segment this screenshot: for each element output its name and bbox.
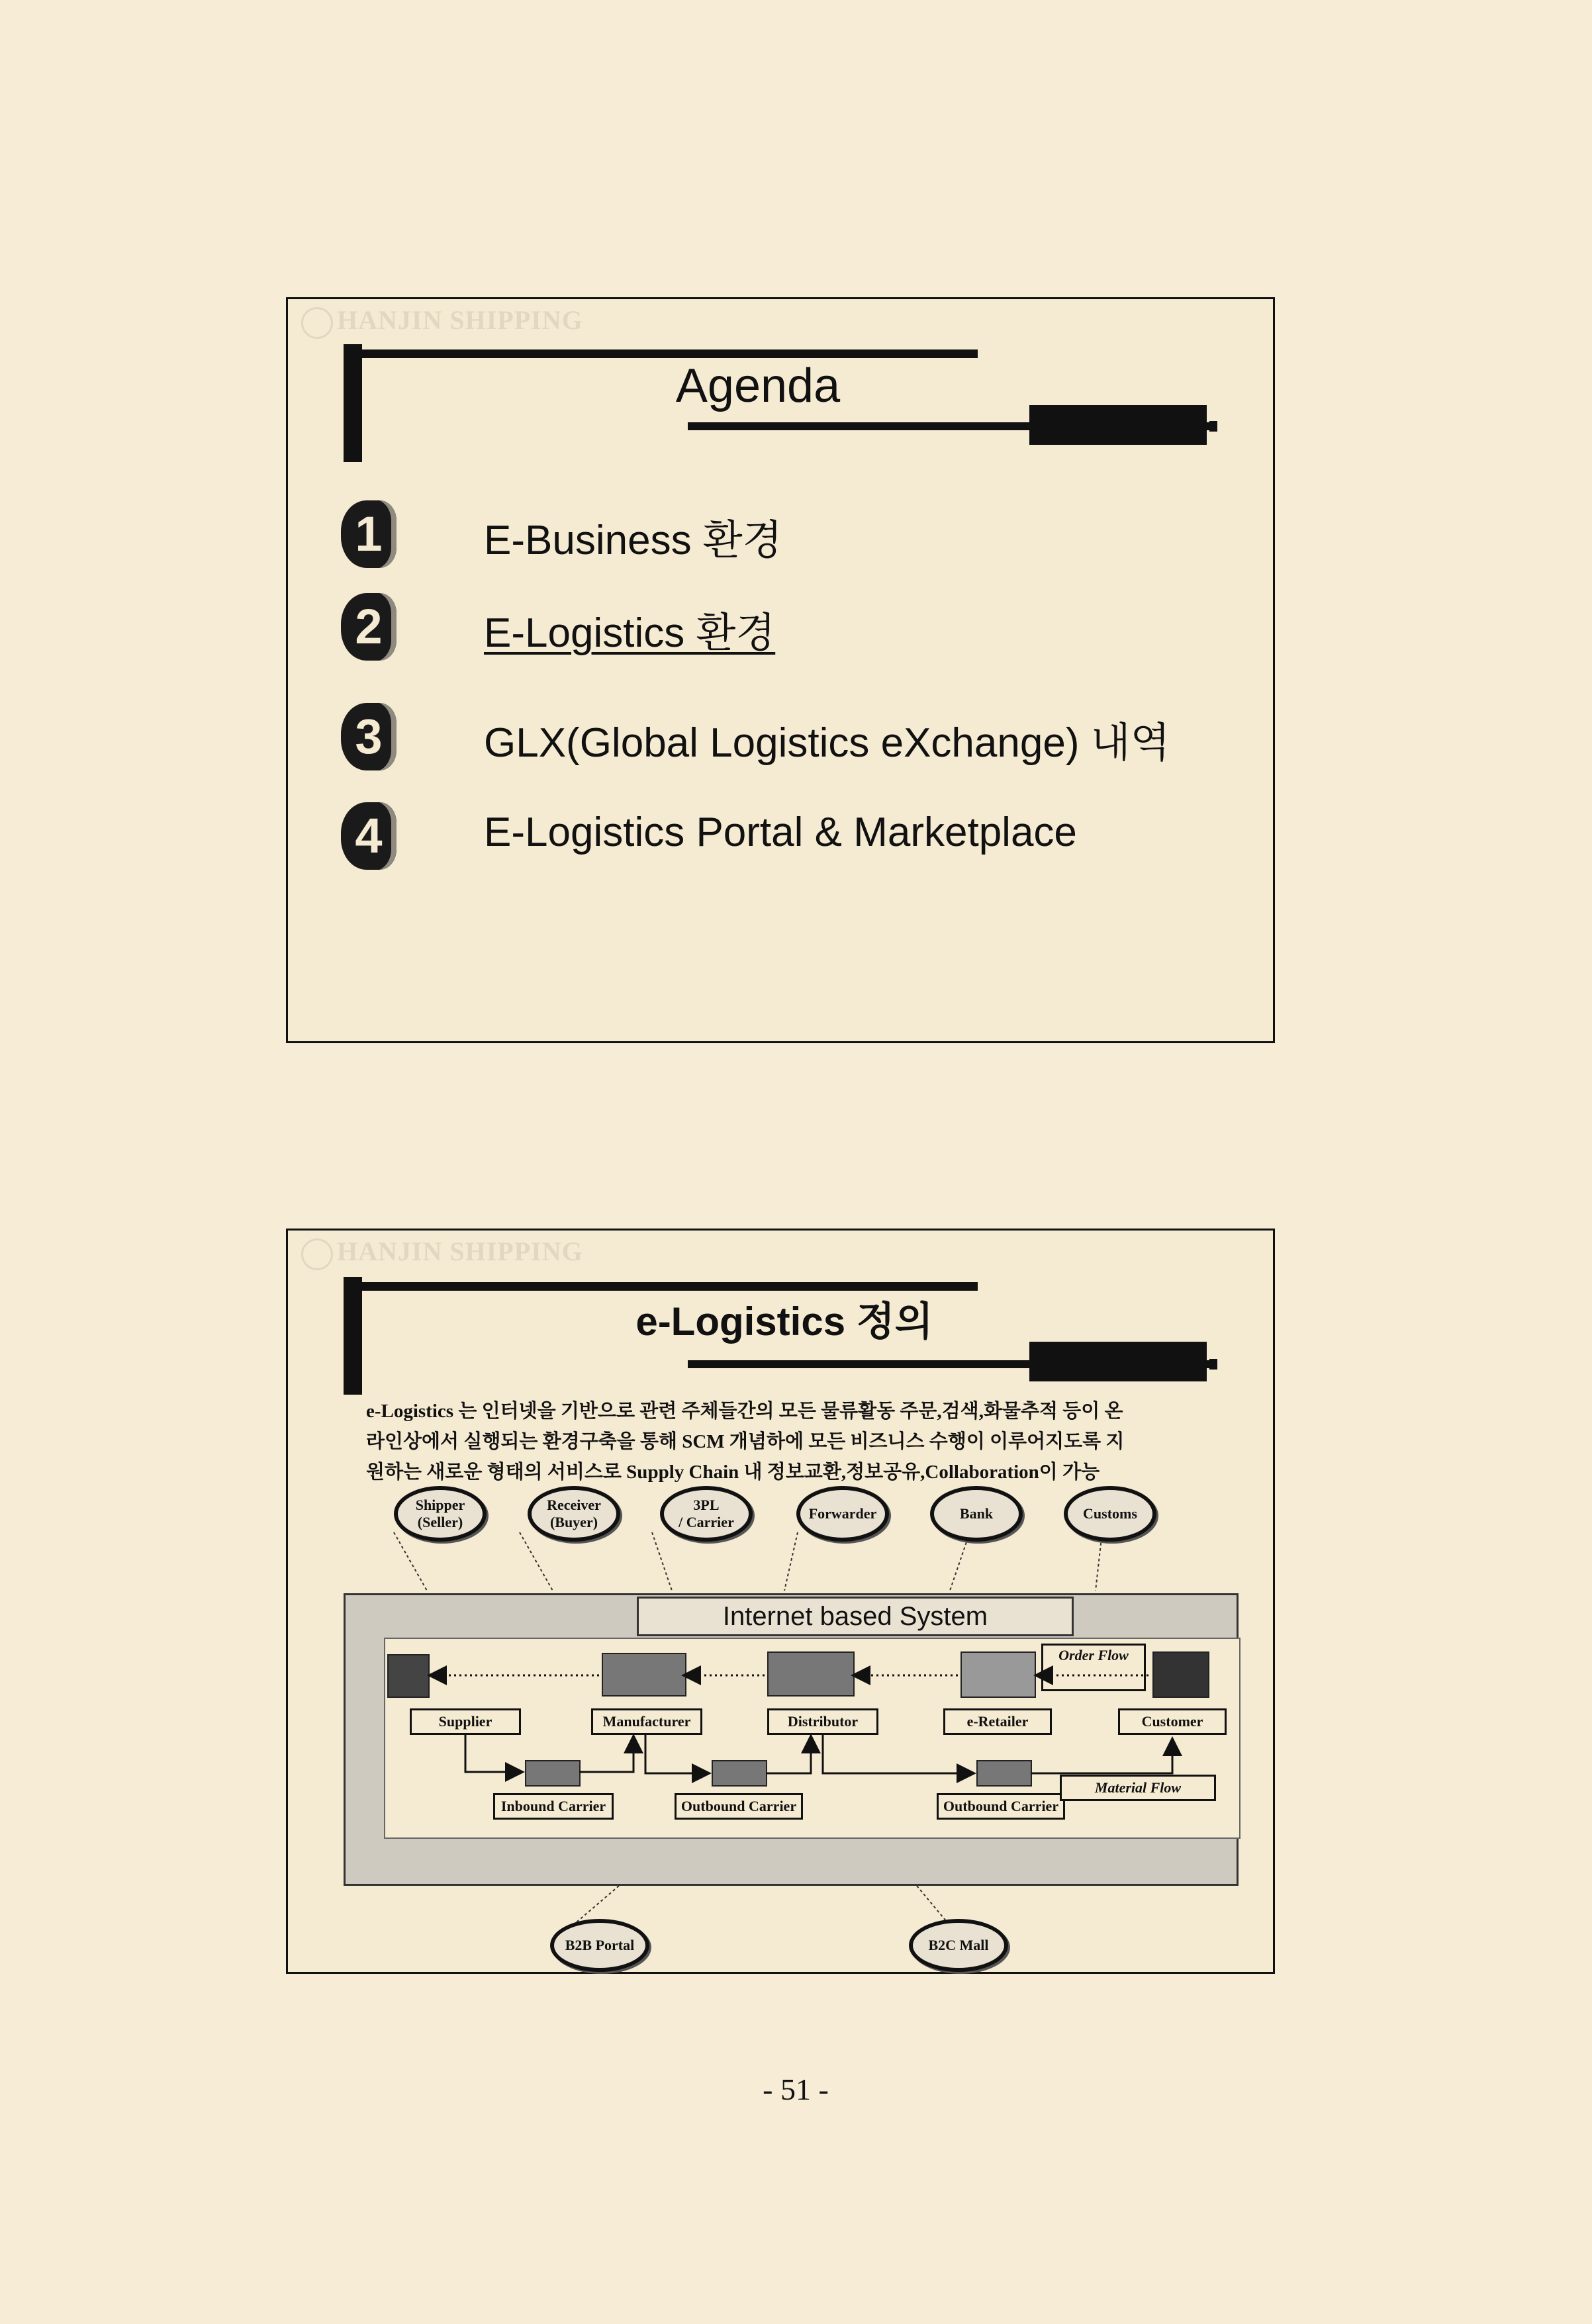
participant-label: 3PL [693, 1497, 720, 1513]
participant-sublabel: (Buyer) [549, 1514, 598, 1530]
portal-label: B2B Portal [565, 1937, 635, 1953]
slide-title: Agenda [675, 359, 841, 412]
system-label: Internet based System [637, 1597, 1074, 1636]
agenda-item-1 [341, 500, 1268, 573]
title-bar-decoration [344, 344, 362, 462]
agenda-item-4 [341, 802, 1268, 875]
agenda-slide [286, 297, 1275, 1043]
agenda-item-3 [341, 703, 1268, 776]
agenda-item-2 [341, 593, 1268, 666]
participant-label: Shipper [415, 1497, 465, 1513]
material-flow-label: Material Flow [1060, 1775, 1216, 1801]
agenda-item-label: GLX(Global Logistics eXchange) 내역 [484, 720, 1170, 766]
title-bar-accent [1029, 405, 1207, 445]
definition-line: 원하는 새로운 형태의 서비스로 Supply Chain 내 정보교환,정보공유,Collaboration이 가능 [366, 1462, 1100, 1483]
node-distributor: Distributor [767, 1708, 878, 1735]
node-customer: Customer [1118, 1708, 1227, 1735]
participant-label: Forwarder [808, 1505, 877, 1522]
node-e-retailer: e-Retailer [943, 1708, 1052, 1735]
hanjin-watermark [301, 304, 583, 339]
agenda-item-label: E-Logistics 환경 [484, 610, 776, 656]
page-number: - 51 - [763, 2072, 829, 2106]
slide-title: e-Logistics 정의 [635, 1299, 933, 1344]
number-4-icon: 4 [341, 802, 397, 870]
agenda-item-label: E-Business 환경 [484, 518, 782, 563]
carrier-outbound: Outbound Carrier [675, 1793, 803, 1820]
title-rule-top [362, 349, 978, 358]
participant-label: Receiver [547, 1497, 601, 1513]
participant-sublabel: (Seller) [417, 1514, 463, 1530]
carrier-inbound: Inbound Carrier [493, 1793, 614, 1820]
b2c-mall-oval [909, 1919, 1008, 1972]
watermark-text: HANJIN SHIPPING [337, 305, 583, 335]
number-3-icon: 3 [341, 703, 397, 770]
logo-icon [301, 307, 333, 339]
agenda-item-label: E-Logistics Portal & Marketplace [484, 810, 1077, 855]
participant-label: Customs [1083, 1505, 1137, 1522]
definition-line: 라인상에서 실행되는 환경구축을 통해 SCM 개념하에 모든 비즈니스 수행이 이루어지도록 지 [366, 1431, 1125, 1452]
flow-arrows [288, 1231, 1277, 1976]
order-flow-label: Order Flow [1041, 1644, 1146, 1691]
watermark-text: HANJIN SHIPPING [337, 1236, 583, 1266]
definition-line: e-Logistics 는 인터넷을 기반으로 관련 주체들간의 모든 물류활동 주문,검색,화물추적 등이 온 [366, 1401, 1123, 1422]
carrier-outbound-retail: Outbound Carrier [937, 1793, 1065, 1820]
b2b-portal-oval [550, 1919, 649, 1972]
number-1-icon: 1 [341, 500, 397, 568]
participant-sublabel: / Carrier [679, 1514, 734, 1530]
portal-label: B2C Mall [928, 1937, 989, 1953]
title-rule-tick [1209, 421, 1217, 432]
node-manufacturer: Manufacturer [591, 1708, 702, 1735]
number-2-icon: 2 [341, 593, 397, 661]
participant-label: Bank [959, 1505, 994, 1522]
node-supplier: Supplier [410, 1708, 521, 1735]
elogistics-definition-slide [286, 1229, 1275, 1974]
